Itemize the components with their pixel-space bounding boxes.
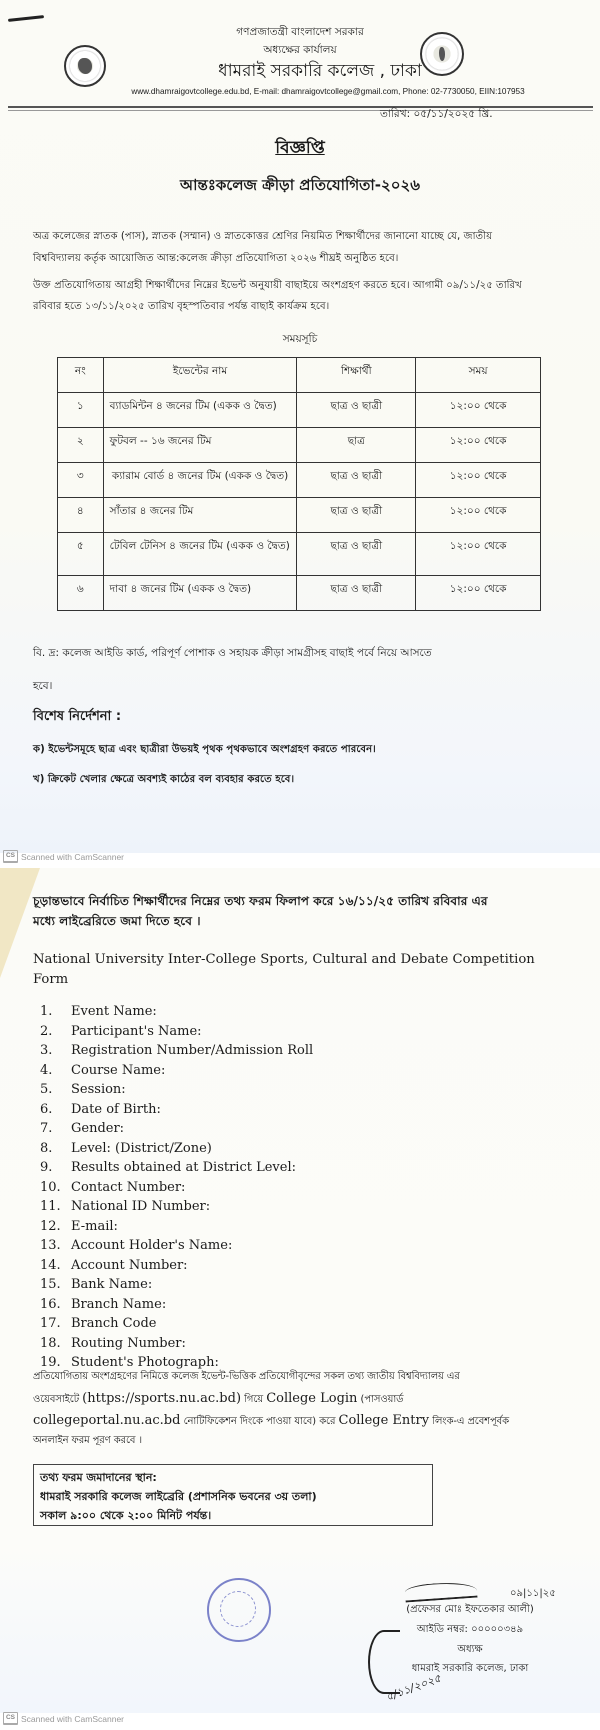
online-text: নোটিফিকেশন দিংকে পাওয়া যাবে) করে — [180, 1416, 339, 1427]
form-field-number: 5. — [40, 1082, 53, 1097]
row-students: ছাত্র ও ছাত্রী — [297, 533, 416, 576]
online-line2 — [33, 1389, 403, 1410]
form-field-number: 18. — [40, 1335, 61, 1351]
para2-line1: উক্ত প্রতিযোগিতায় আগ্রহী শিক্ষার্থীদের নিম্নের ইভেন্ট অনুযায়ী বাছাইয়ে অংশগ্রহণ করতে হবে। আগামী ০৯/১১/২৫ তারিখ — [33, 280, 522, 291]
special-item: ক) ইভেন্টসমূহে ছাত্র এবং ছাত্রীরা উভয়ই পৃথক পৃথকভাবে অংশগ্রহণ করতে পারবেন। — [33, 744, 376, 755]
form-field-label: Branch Name: — [71, 1296, 167, 1312]
form-field-label: Bank Name: — [71, 1277, 153, 1292]
form-title-line2: Form — [33, 972, 69, 987]
form-field-number: 16. — [40, 1296, 61, 1312]
online-line3 — [33, 1411, 509, 1432]
row-no: ৩ — [58, 463, 104, 498]
signature-date: ০৯|১১|২৫ — [510, 1588, 556, 1599]
form-field-item — [40, 1002, 313, 1022]
college-stamp-icon — [207, 1578, 271, 1642]
camscanner-watermark — [3, 850, 124, 863]
form-field-number: 9. — [40, 1160, 53, 1175]
bangladesh-govt-seal-icon — [64, 45, 106, 87]
form-field-number: 8. — [40, 1140, 53, 1156]
form-field-label: Results obtained at District Level: — [71, 1160, 297, 1175]
form-field-number: 17. — [40, 1316, 61, 1331]
college-portal-link[interactable]: collegeportal.nu.ac.bd — [33, 1413, 181, 1428]
online-text: ওয়েবসাইটে — [33, 1394, 83, 1405]
form-field-number: 11. — [40, 1199, 61, 1214]
camscanner-logo-icon: CS — [3, 850, 18, 863]
form-field-label: Contact Number: — [71, 1179, 186, 1195]
contact-line: www.dhamraigovtcollege.edu.bd, E-mail: dhamraigovtcollege@gmail.com, Phone: 02-7730050, EIIN:107953 — [131, 87, 525, 96]
form-field-item — [40, 1022, 313, 1042]
form-field-item — [40, 1275, 313, 1295]
header-rule-thin — [8, 110, 593, 111]
form-field-number: 6. — [40, 1101, 53, 1117]
notice-heading — [0, 138, 600, 158]
special-heading: বিশেষ নির্দেশনা : — [33, 709, 122, 724]
form-field-item — [40, 1334, 313, 1354]
table-row — [58, 428, 541, 463]
form-field-label: Registration Number/Admission Roll — [71, 1043, 314, 1058]
college-logo-icon — [420, 32, 464, 76]
para1-line1: অত্র কলেজের স্নাতক (পাস), স্নাতক (সম্মান) ও স্নাতকোত্তর শ্রেণির নিয়মিত শিক্ষার্থীদের জানানো যাচ্ছে যে, জাতীয় — [33, 231, 493, 242]
row-students: ছাত্র ও ছাত্রী — [297, 463, 416, 498]
form-field-item — [40, 1236, 313, 1256]
form-field-item — [40, 1080, 313, 1100]
row-time: ১২:০০ থেকে — [416, 498, 541, 533]
form-field-item — [40, 1197, 313, 1217]
form-field-label: National ID Number: — [71, 1199, 211, 1214]
form-field-item — [40, 1314, 313, 1334]
form-field-item — [40, 1256, 313, 1276]
table-row — [58, 393, 541, 428]
row-time: ১২:০০ থেকে — [416, 428, 541, 463]
table-row — [58, 533, 541, 576]
signature-name: (প্রফেসর মোঃ ইফতেকার আলী) — [406, 1604, 534, 1615]
college-login-text: College Login — [266, 1391, 358, 1406]
notice-date: তারিখ: ০৫/১১/২০২৫ খ্রি. — [380, 108, 493, 120]
row-event: টেবিল টেনিস ৪ জনের টিম (একক ও দ্বৈত) — [103, 533, 297, 576]
online-text: (পাসওয়ার্ড — [357, 1394, 404, 1405]
form-field-item — [40, 1217, 313, 1237]
form-field-label: Date of Birth: — [71, 1101, 161, 1117]
notice-title: আন্তঃকলেজ ক্রীড়া প্রতিযোগিতা-২০২৬ — [179, 176, 420, 194]
college-name: ধামরাই সরকারি কলেজ , ঢাকা — [218, 61, 422, 81]
form-field-label: Level: (District/Zone) — [71, 1140, 212, 1156]
second-signature-date: ৫/১১/২০২৫ — [384, 1671, 443, 1704]
schedule-title: সময়সূচি — [282, 333, 318, 345]
table-row — [58, 498, 541, 533]
form-field-item — [40, 1139, 313, 1159]
form-field-number: 14. — [40, 1257, 61, 1273]
row-time: ১২:০০ থেকে — [416, 463, 541, 498]
camscanner-logo-icon: CS — [3, 1712, 18, 1725]
para2-line2: রবিবার হতে ১৩/১১/২০২৫ তারিখ বৃহস্পতিবার পর্যন্ত বাছাই কার্যক্রম হবে। — [33, 301, 330, 312]
college-entry-text: College Entry — [338, 1413, 430, 1428]
form-field-label: Student's Photograph: — [71, 1355, 219, 1370]
online-line4: অনলাইন ফরম পূরণ করবে । — [33, 1435, 142, 1446]
form-field-number: 4. — [40, 1062, 53, 1078]
camscanner-text: Scanned with CamScanner — [21, 1713, 125, 1724]
form-field-number: 15. — [40, 1277, 61, 1292]
online-line1: প্রতিযোগিতায় অংশগ্রহণের নিমিত্তে কলেজ ইভেন্ট-ভিত্তিক প্রতিযোগীবৃন্দের সকল তথ্য জাতীয় বিশ্ববিদ্যালয় এর — [33, 1371, 460, 1382]
notice-page — [0, 0, 600, 862]
row-no: ৫ — [58, 533, 104, 576]
row-time: ১২:০০ থেকে — [416, 393, 541, 428]
row-time: ১২:০০ থেকে — [416, 533, 541, 576]
camscanner-watermark — [3, 1712, 124, 1725]
table-header-row — [58, 358, 541, 393]
table-row — [58, 576, 541, 611]
signature-id: আইডি নম্বর: ০০০০০৩৪৯ — [416, 1624, 524, 1635]
notice-heading-text: বিজ্ঞপ্তি — [275, 138, 325, 158]
row-event: দাবা ৪ জনের টিম (একক ও দ্বৈত) — [103, 576, 297, 611]
form-field-list — [40, 1002, 313, 1373]
special-item: খ) ক্রিকেট খেলার ক্ষেত্রে অবশ্যই কাঠের বল ব্যবহার করতে হবে। — [33, 774, 295, 785]
form-field-label: Routing Number: — [71, 1335, 186, 1351]
row-no: ২ — [58, 428, 104, 463]
form-field-label: Participant's Name: — [71, 1023, 202, 1039]
online-text: লিংক-এ প্রবেশপূর্বক — [429, 1416, 509, 1427]
submission-place: ধামরাই সরকারি কলেজ লাইব্রেরি (প্রশাসনিক ভবনের ৩য় তলা) — [40, 1490, 317, 1503]
intro-line2: মধ্যে লাইব্রেরিতে জমা দিতে হবে । — [33, 914, 201, 928]
signature-college: ধামরাই সরকারি কলেজ, ঢাকা — [411, 1663, 529, 1674]
form-field-number: 13. — [40, 1238, 61, 1253]
gov-line: গণপ্রজাতন্ত্রী বাংলাদেশ সরকার — [236, 26, 364, 38]
row-students: ছাত্র ও ছাত্রী — [297, 498, 416, 533]
row-event: ক্যারাম বোর্ড ৪ জনের টিম (একক ও দ্বৈত) — [103, 463, 297, 498]
form-field-number: 3. — [40, 1043, 53, 1058]
row-students: ছাত্র ও ছাত্রী — [297, 393, 416, 428]
form-field-number: 19. — [40, 1355, 61, 1370]
office-line: অধ্যক্ষের কার্যালয় — [263, 44, 337, 56]
form-field-number: 1. — [40, 1004, 53, 1019]
form-field-number: 12. — [40, 1218, 61, 1234]
form-field-number: 10. — [40, 1179, 61, 1195]
form-field-label: Course Name: — [71, 1062, 166, 1078]
form-field-label: Branch Code — [71, 1316, 157, 1331]
submission-heading: তথ্য ফরম জমাদানের স্থান: — [40, 1471, 157, 1484]
online-text: গিয়ে — [241, 1394, 267, 1405]
sports-url-link[interactable]: (https://sports.nu.ac.bd) — [82, 1391, 242, 1406]
form-field-label: Event Name: — [71, 1004, 157, 1019]
form-field-label: Account Holder's Name: — [71, 1238, 233, 1253]
form-field-item — [40, 1119, 313, 1139]
form-field-number: 7. — [40, 1121, 53, 1136]
row-event: ব্যাডমিন্টন ৪ জনের টিম (একক ও দ্বৈত) — [103, 393, 297, 428]
camscanner-text: Scanned with CamScanner — [21, 851, 125, 862]
col-header-no: নং — [58, 358, 104, 393]
form-field-label: Session: — [71, 1082, 126, 1097]
form-field-item — [40, 1178, 313, 1198]
col-header-event: ইভেন্টের নাম — [103, 358, 297, 393]
col-header-time: সময় — [416, 358, 541, 393]
form-field-item — [40, 1061, 313, 1081]
para1-line2: বিশ্ববিদ্যালয় কর্তৃক আয়োজিত আন্ত:কলেজ ক্রীড়া প্রতিযোগিতা ২০২৬ শীঘ্রই অনুষ্ঠিত হবে। — [33, 253, 399, 264]
schedule-table — [57, 357, 541, 611]
row-no: ৬ — [58, 576, 104, 611]
form-field-label: Gender: — [71, 1121, 125, 1136]
row-no: ৪ — [58, 498, 104, 533]
header-rule — [8, 106, 593, 108]
note-line1: বি. দ্র: কলেজ আইডি কার্ড, পরিপূর্ণ পোশাক ও সহায়ক ক্রীড়া সামগ্রীসহ বাছাই পর্বে নিয়ে আসতে — [33, 647, 432, 659]
row-students: ছাত্র — [297, 428, 416, 463]
form-field-number: 2. — [40, 1023, 53, 1039]
row-students: ছাত্র ও ছাত্রী — [297, 576, 416, 611]
pen-mark — [8, 15, 44, 22]
row-event: সাঁতার ৪ জনের টিম — [103, 498, 297, 533]
form-title-line1: National University Inter-College Sports, Cultural and Debate Competition — [33, 952, 535, 967]
intro-line1: চূড়ান্তভাবে নির্বাচিত শিক্ষার্থীদের নিম্নের তথ্য ফরম ফিলাপ করে ১৬/১১/২৫ তারিখ রবিবার এর — [33, 894, 488, 908]
form-field-item — [40, 1100, 313, 1120]
form-field-item — [40, 1041, 313, 1061]
form-field-label: Account Number: — [71, 1257, 188, 1273]
submission-time: সকাল ৯:০০ থেকে ২:০০ মিনিট পর্যন্ত। — [40, 1509, 212, 1522]
form-field-item — [40, 1158, 313, 1178]
submission-info-box — [33, 1464, 433, 1526]
row-time: ১২:০০ থেকে — [416, 576, 541, 611]
form-field-label: E-mail: — [71, 1218, 118, 1234]
table-row — [58, 463, 541, 498]
signature-designation: অধ্যক্ষ — [457, 1644, 483, 1655]
note-line2: হবে। — [33, 680, 53, 692]
row-event: ফুটবল -- ১৬ জনের টিম — [103, 428, 297, 463]
col-header-students: শিক্ষার্থী — [297, 358, 416, 393]
row-no: ১ — [58, 393, 104, 428]
form-field-item — [40, 1295, 313, 1315]
